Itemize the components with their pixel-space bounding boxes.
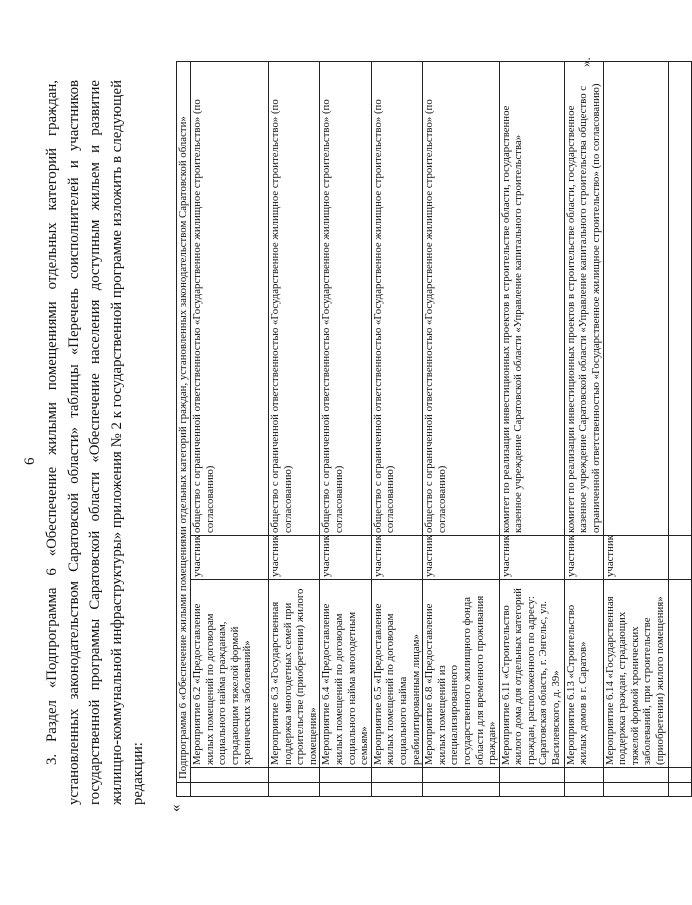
table-row — [269, 61, 320, 796]
table-cell — [668, 768, 691, 783]
table-row — [191, 61, 269, 796]
executor-cell: общество с ограниченной ответственностью «Государственное жилищное строительство» (по согласованию) — [191, 61, 269, 535]
table-cell — [668, 783, 691, 797]
role-cell: участник — [603, 536, 668, 580]
table-cell — [423, 768, 500, 783]
table-cell — [564, 783, 603, 797]
section-heading: 3. Раздел «Подпрограмма 6 «Обеспечение жилыми помещениями отдельных категорий граждан, установленных законодательством Саратовской области» таблицы «Перечень соисполнителей и участников государственной программы Саратовской области «Обеспечение населения доступным жильем и развитие жилищно-коммунальной инфраструктуры» приложения № 2 к государственной программе изложить в следующей редакции: — [44, 80, 146, 805]
table-cell — [603, 783, 668, 797]
measure-cell: Мероприятие 6.11 «Строительство жилого дома для отдельных категорий граждан, расположенного по адресу: Саратовская область, г. Энгельс, ул. Василевского, д. 39» — [499, 580, 564, 768]
table-row — [371, 61, 422, 796]
table-row — [668, 61, 691, 796]
role-cell: участник — [320, 536, 371, 580]
measure-cell: Мероприятие 6.14 «Государственная поддержка граждан, страдающих тяжелой формой хронических заболеваний, при строительстве (приобретении) жилого помещения» — [603, 580, 668, 768]
table-row — [603, 61, 668, 796]
executor-cell: общество с ограниченной ответственностью «Государственное жилищное строительство» (по согласованию) — [423, 61, 500, 535]
executor-cell: общество с ограниченной ответственностью «Государственное жилищное строительство» (по согласованию) — [371, 61, 422, 535]
opening-quote-mark: « — [168, 804, 184, 812]
table-cell — [269, 768, 320, 783]
table-cell — [269, 783, 320, 797]
table-cell — [320, 783, 371, 797]
table-row — [320, 61, 371, 796]
measure-cell: Мероприятие 6.4 «Предоставление жилых помещений по договорам социального найма многодетным семьям» — [320, 580, 371, 768]
executor-cell: общество с ограниченной ответственностью «Государственное жилищное строительство» (по согласованию) — [269, 61, 320, 535]
table-cell — [668, 536, 691, 580]
role-cell: участник — [499, 536, 564, 580]
table-cell — [564, 768, 603, 783]
table-cell — [191, 768, 269, 783]
table-cell — [371, 768, 422, 783]
table-cell — [499, 768, 564, 783]
executor-cell — [603, 61, 668, 535]
table-cell — [603, 768, 668, 783]
closing-quote-mark: ». — [578, 57, 593, 67]
role-cell: участник — [371, 536, 422, 580]
measure-cell: Мероприятие 6.5 «Предоставление жилых помещений по договорам социального найма реабилитированным лицам» — [371, 580, 422, 768]
subprogram-title-cell: Подпрограмма 6 «Обеспечение жилыми помещениями отдельных категорий граждан, установленных законодательством Саратовской области» — [177, 61, 191, 782]
table-row — [423, 61, 500, 796]
table-cell — [191, 783, 269, 797]
role-cell: участник — [191, 536, 269, 580]
participants-table — [176, 61, 692, 797]
table-cell — [668, 580, 691, 768]
table-cell — [668, 61, 691, 535]
measure-cell: Мероприятие 6.2 «Предоставление жилых помещений по договорам социального найма гражданам, страдающим тяжелой формой хронических заболеваний» — [191, 580, 269, 768]
table-row — [499, 61, 564, 796]
table-cell — [499, 783, 564, 797]
table-header-row — [177, 61, 191, 796]
measure-cell: Мероприятие 6.8 «Предоставление жилых помещений из специализированного государственного жилищного фонда области для временного проживания граждан» — [423, 580, 500, 768]
table-cell — [423, 783, 500, 797]
executor-cell: комитет по реализации инвестиционных проектов в строительстве области, государственное казенное учреждение Саратовской области «Управление капитального строительства общество с ограниченной ответственностью «Государственное жилищное строительство» (по согласованию) — [564, 61, 603, 535]
role-cell: участник — [269, 536, 320, 580]
table-cell — [320, 768, 371, 783]
table-cell — [177, 783, 191, 797]
table-cell — [371, 783, 422, 797]
role-cell: участник — [423, 536, 500, 580]
measure-cell: Мероприятие 6.3 «Государственная поддержка многодетных семей при строительстве (приобретении) жилого помещения» — [269, 580, 320, 768]
page-number: 6 — [22, 457, 38, 465]
executor-cell: комитет по реализации инвестиционных проектов в строительстве области, государственное казенное учреждение Саратовской области «Управление капитального строительства» — [499, 61, 564, 535]
table-row — [564, 61, 603, 796]
measure-cell: Мероприятие 6.13 «Строительство жилых домов в г. Саратов» — [564, 580, 603, 768]
executor-cell: общество с ограниченной ответственностью «Государственное жилищное строительство» (по согласованию) — [320, 61, 371, 535]
role-cell: участник — [564, 536, 603, 580]
